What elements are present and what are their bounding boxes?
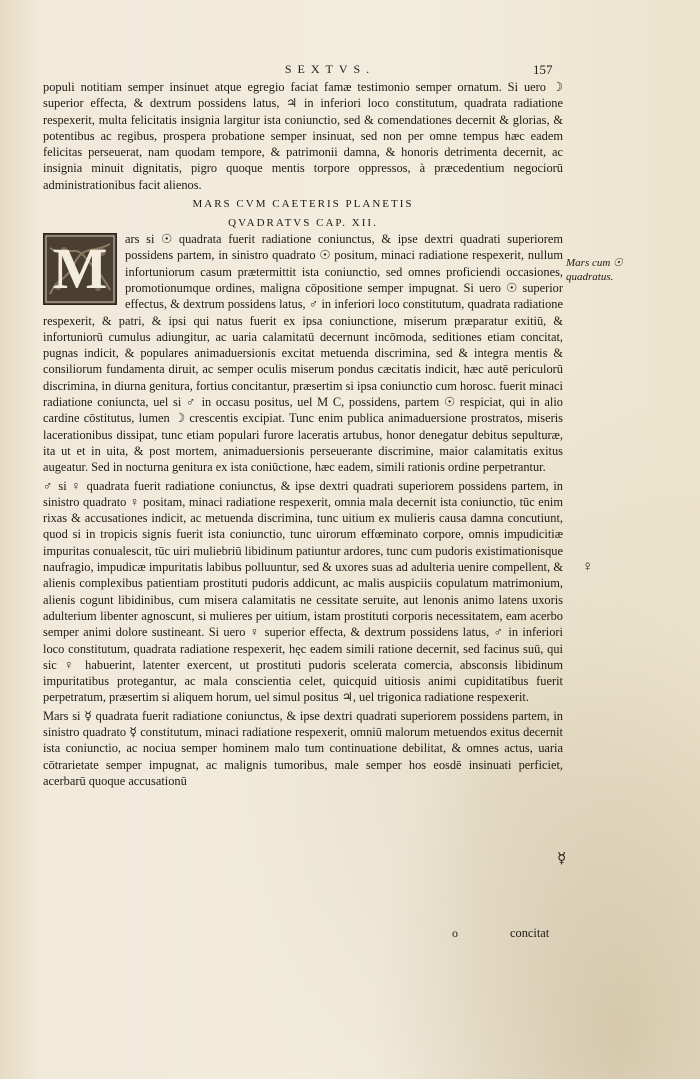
marginal-note-line1: Mars cum ☉ xyxy=(566,257,623,269)
paragraph-mars-venus: ♂ si ♀ quadrata fuerit radiatione coniunctus, & ipse dextri quadrati superiorem possidens partem, in sinistro quadrato ♀ positam, minaci radiatione respexerit, omnia mala decernit ista coniunctio, tūc enim rixas & accusationes indicit, ac metuenda discrimina, tunc uitium ex mulieris causa damna concutiunt, quod si in tropicis signis fuerit ista coniunctio, tunc uirorum effœminato corpore, omnis impudicitiæ impuritas conualescit, tūc uiri muliebriū libidinum patiuntur ardores, tunc cum pudoris existimationisque naufragio, impudicæ impuritatis labibus polluuntur, sed & uxores suas ad adulteria uenire compellent, & alienis complexibus patientiam prostituti pudoris addicunt, ac malis auspiciis copulatum matrimonium, alienis cogunt libidinibus, cum misera calamitatis ne cessitate seruite, aut lenonis animo latens uxoris adulterium libenter agnoscunt, si mulieres per uitium, istam prostituti corporis necessitatem, eam acerbo semper animi dolore sustineant. Si uero ♀ superior effecta, & dextrum possidens latus, ♂ in inferiori loco constitutum, quadrata radiatione respexerit, hęc eadem simili ratione decernit, sed facinus suū, qui sic ♀ habuerint, latenter exercent, ut prostituti pudoris scelerata comercia, absconsis libidinum impuritatibus protegantur, ac mala conscientia celet, quicquid uitiosis animi cupiditatibus fuerit perpetratum, præsertim si aliquem horum, uel simul positus ♃, uel trigonica radiatione respexerit. xyxy=(43,478,563,705)
marginal-note xyxy=(566,256,656,284)
running-header-title: SEXTVS. xyxy=(284,62,376,76)
decorated-initial xyxy=(43,233,117,305)
catchword: concitat xyxy=(510,926,550,940)
paragraph-opening: populi notitiam semper insinuet atque egregio faciat famæ testimonio semper ornatum. Si uero ☽ superior effecta, & dextrum possidens latus, ♃ in inferiori loco constitutum, quadrata radiatione respexerit, multa felicitatis insignia largitur ista coniunctio, sed & comendationes decernit & glorias, & potentibus ac regibus, prospera probatione semper insinuat, sed non per omne tempus hæc eadem felicitas perseuerat, nam quodam tempore, & patrimonii damna, & honoris detrimenta decernit, ac insignia minuit dignitatis, pigro quoque mentis torpore oppressos, à præcedentium negociorū administrationibus facit alienos. xyxy=(43,80,563,192)
paragraph-mars-sun: ars si ☉ quadrata fuerit radiatione coniunctus, & ipse dextri quadrati superiorem possidens partem, in sinistro quadrato ☉ positum, minaci radiatione respexerit, nullum infortuniorum casum prætermittit ista coniunctio, sed omnes proficiendi occasiones, promotionumque ordines, maligna cōpositione semper impugnat. Si uero ☉ superior effectus, & dextrum possidens latus, ♂ in inferiori loco constitutum, quadrata radiatione respexerit, & patri, & ipsi qui natus fuerit ex ipsa coniunctione, miserum præparatur exitiū, & infortuniorū cumulus adiungitur, ac uaria calamitatū decernunt incōmoda, seditiones etiam concitat, pugnas indicit, & populares animaduersionis excitat metuenda discrimina, sed & integra mentis & consiliorum fundamenta diruit, ac semper oculis miserum pondus cæcitatis indicit, hæc autē periculorū discrimina, in diurna genitura, fortius concitantur, præsertim si ipsa coniunctio cum horosc. fuerit minaci radiatione coniuncta, uel si ♂ in occasu positus, uel M C, possidens, partem ☉ respiciat, qui in alio cardine cōstitutus, lumen ☽ crescentis excipiat. Tunc enim publica animaduersione prostratos, miseris lacerationibus dissipat, tunc etiam populari furore laceratis artubus, honor denegatur debitus sepulturæ, ita ut et in uita, & post mortem, animaduersionis perseuerante discrimine, maior calamitatis exitus augeatur. Sed in nocturna genitura ex ista coniūctione, hæc eadem, simili rationis ordine perpetrantur. xyxy=(43,232,563,475)
paragraph-mars-mercury: Mars si ☿ quadrata fuerit radiatione coniunctus, & ipse dextri quadrati superiorem possidens partem, in sinistro quadrato ☿ constitutum, minaci radiatione respexerit, omniū malorum metuendos exitus decernit ista coniunctio, ac nociua semper hominem malo tum continuatione debilitat, & omnes actus, uaria cōtrarietate semper impugnat, ac malignis tumoribus, male semper hos eosdē insinuati perficiet, acerbarū quoque accusationū xyxy=(43,708,563,788)
margin-mercury-icon: ☿ xyxy=(557,851,567,867)
chapter-first-paragraph xyxy=(43,231,563,477)
margin-venus-icon: ♀ xyxy=(582,559,594,575)
marginal-note-line2: quadratus. xyxy=(566,271,614,283)
signature-mark: o xyxy=(452,926,458,940)
section-heading-line2: QVADRATVS CAP. XII. xyxy=(228,217,378,230)
page-number: 157 xyxy=(533,62,553,77)
initial-letter: M xyxy=(52,236,108,302)
main-text-block xyxy=(43,79,563,791)
section-heading-line1: MARS CVM CAETERIS PLANETIS xyxy=(192,198,414,211)
